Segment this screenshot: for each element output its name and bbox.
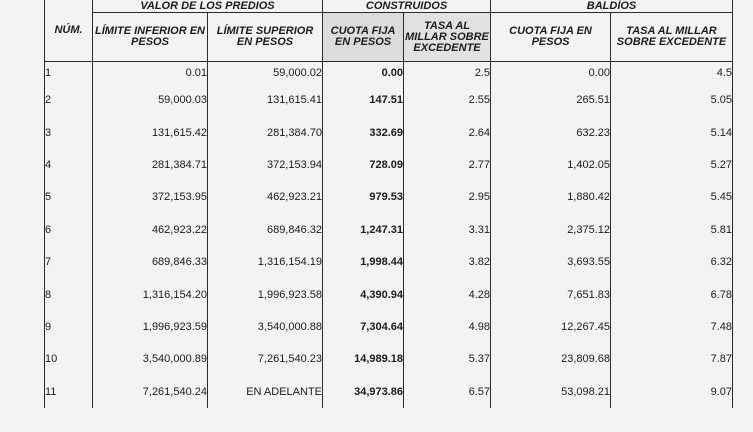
- limite-inferior-cell: 689,846.33: [93, 246, 208, 278]
- row-num: 11: [45, 376, 93, 408]
- tasa-baldios-cell: 5.27: [611, 149, 733, 181]
- cuota-fija-construidos-header: CUOTA FIJA EN PESOS: [323, 13, 404, 62]
- table-row: [45, 62, 733, 85]
- cuota-baldios-cell: 53,098.21: [491, 376, 611, 408]
- tasa-construidos-cell: 3.82: [404, 246, 491, 278]
- limite-inferior-cell: 372,153.95: [93, 181, 208, 213]
- table-row: [45, 246, 733, 278]
- row-num: 10: [45, 343, 93, 375]
- tasa-baldios-cell: 5.81: [611, 214, 733, 246]
- limite-superior-cell: 59,000.02: [208, 62, 323, 85]
- table-row: [45, 278, 733, 310]
- tariff-body: [45, 62, 733, 408]
- tasa-baldios-cell: 6.32: [611, 246, 733, 278]
- limite-inferior-cell: 1,316,154.20: [93, 278, 208, 310]
- limite-superior-cell: 689,846.32: [208, 214, 323, 246]
- row-num: 9: [45, 311, 93, 343]
- tasa-baldios-cell: 5.45: [611, 181, 733, 213]
- limite-superior-cell: 281,384.70: [208, 116, 323, 148]
- limite-inferior-cell: 281,384.71: [93, 149, 208, 181]
- limite-inferior-header: LÍMITE INFERIOR EN PESOS: [93, 13, 208, 62]
- cuota-baldios-cell: 1,402.05: [491, 149, 611, 181]
- construidos-header: CONSTRUIDOS: [323, 0, 491, 13]
- limite-inferior-cell: 0.01: [93, 62, 208, 85]
- table-row: [45, 311, 733, 343]
- row-num: 2: [45, 84, 93, 116]
- tasa-baldios-cell: 4.5: [611, 62, 733, 85]
- limite-superior-cell: 372,153.94: [208, 149, 323, 181]
- tasa-baldios-header: TASA AL MILLAR SOBRE EXCEDENTE: [611, 13, 733, 62]
- tasa-baldios-cell: 9.07: [611, 376, 733, 408]
- table-row: [45, 214, 733, 246]
- row-num: 5: [45, 181, 93, 213]
- table-row: [45, 343, 733, 375]
- table-row: [45, 84, 733, 116]
- limite-inferior-cell: 59,000.03: [93, 84, 208, 116]
- row-num: 1: [45, 62, 93, 85]
- limite-superior-cell: 7,261,540.23: [208, 343, 323, 375]
- table-row: [45, 376, 733, 408]
- column-header-row: [45, 13, 733, 62]
- cuota-construidos-cell: 147.51: [323, 84, 404, 116]
- limite-inferior-cell: 7,261,540.24: [93, 376, 208, 408]
- tasa-construidos-cell: 5.37: [404, 343, 491, 375]
- cuota-construidos-cell: 1,998.44: [323, 246, 404, 278]
- tasa-construidos-cell: 2.55: [404, 84, 491, 116]
- cuota-construidos-cell: 4,390.94: [323, 278, 404, 310]
- cuota-baldios-cell: 0.00: [491, 62, 611, 85]
- limite-superior-cell: 462,923.21: [208, 181, 323, 213]
- tasa-construidos-cell: 2.5: [404, 62, 491, 85]
- cuota-baldios-cell: 265.51: [491, 84, 611, 116]
- table-row: [45, 181, 733, 213]
- limite-inferior-cell: 462,923.22: [93, 214, 208, 246]
- row-num: 8: [45, 278, 93, 310]
- tasa-construidos-header: TASA AL MILLAR SOBRE EXCEDENTE: [404, 13, 491, 62]
- cuota-baldios-cell: 7,651.83: [491, 278, 611, 310]
- tasa-baldios-cell: 5.14: [611, 116, 733, 148]
- cuota-construidos-cell: 34,973.86: [323, 376, 404, 408]
- row-num: 7: [45, 246, 93, 278]
- limite-superior-header: LÍMITE SUPERIOR EN PESOS: [208, 13, 323, 62]
- tasa-construidos-cell: 4.28: [404, 278, 491, 310]
- cuota-construidos-cell: 332.69: [323, 116, 404, 148]
- tasa-construidos-cell: 2.64: [404, 116, 491, 148]
- limite-superior-cell: 131,615.41: [208, 84, 323, 116]
- tasa-construidos-cell: 6.57: [404, 376, 491, 408]
- row-num: 3: [45, 116, 93, 148]
- tasa-construidos-cell: 2.95: [404, 181, 491, 213]
- tasa-baldios-cell: 5.05: [611, 84, 733, 116]
- tasa-baldios-cell: 7.48: [611, 311, 733, 343]
- row-num: 6: [45, 214, 93, 246]
- cuota-baldios-cell: 12,267.45: [491, 311, 611, 343]
- cuota-baldios-cell: 1,880.42: [491, 181, 611, 213]
- limite-superior-cell: 1,316,154.19: [208, 246, 323, 278]
- tasa-construidos-cell: 3.31: [404, 214, 491, 246]
- num-header: NÚM.: [45, 0, 93, 62]
- limite-superior-cell: 3,540,000.88: [208, 311, 323, 343]
- cuota-baldios-cell: 632.23: [491, 116, 611, 148]
- tasa-construidos-cell: 2.77: [404, 149, 491, 181]
- cuota-baldios-cell: 2,375.12: [491, 214, 611, 246]
- table-row: [45, 149, 733, 181]
- row-num: 4: [45, 149, 93, 181]
- cuota-fija-baldios-header: CUOTA FIJA EN PESOS: [491, 13, 611, 62]
- table-row: [45, 116, 733, 148]
- limite-inferior-cell: 3,540,000.89: [93, 343, 208, 375]
- tariff-table: [44, 0, 733, 408]
- limite-superior-cell: EN ADELANTE: [208, 376, 323, 408]
- cuota-construidos-cell: 7,304.64: [323, 311, 404, 343]
- cuota-construidos-cell: 1,247.31: [323, 214, 404, 246]
- group-header-row: [45, 0, 733, 13]
- limite-superior-cell: 1,996,923.58: [208, 278, 323, 310]
- cuota-construidos-cell: 0.00: [323, 62, 404, 85]
- valor-predios-header: VALOR DE LOS PREDIOS: [93, 0, 323, 13]
- tasa-baldios-cell: 7.87: [611, 343, 733, 375]
- tasa-baldios-cell: 6.78: [611, 278, 733, 310]
- tasa-construidos-cell: 4.98: [404, 311, 491, 343]
- cuota-construidos-cell: 14,989.18: [323, 343, 404, 375]
- baldios-header: BALDÍOS: [491, 0, 733, 13]
- cuota-baldios-cell: 3,693.55: [491, 246, 611, 278]
- limite-inferior-cell: 131,615.42: [93, 116, 208, 148]
- cuota-baldios-cell: 23,809.68: [491, 343, 611, 375]
- cuota-construidos-cell: 728.09: [323, 149, 404, 181]
- cuota-construidos-cell: 979.53: [323, 181, 404, 213]
- limite-inferior-cell: 1,996,923.59: [93, 311, 208, 343]
